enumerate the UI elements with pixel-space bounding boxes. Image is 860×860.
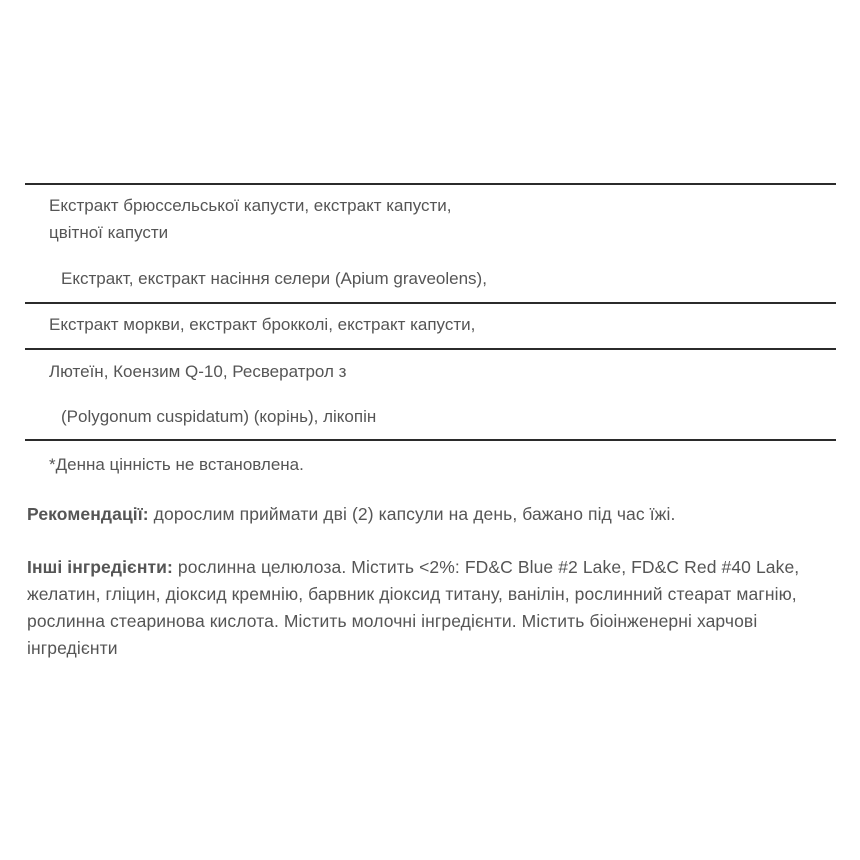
- ingredient-line: Лютеїн, Коензим Q-10, Ресвератрол з: [49, 362, 347, 381]
- ingredient-line: Екстракт брюссельської капусти, екстракт капусти,: [49, 196, 452, 215]
- ingredient-line: Екстракт, екстракт насіння селери (Apium graveolens),: [61, 269, 487, 288]
- other-ingredients-text: рослинна целюлоза. Містить <2%: FD&C Blue #2 Lake, FD&C Red #40 Lake, желатин, гліцин, діоксид кремнію, барвник діоксид титану, ванілін, рослинний стеарат магнію, рослинна стеаринова кислота. Містить молочні інгредієнти. Містить біоінженерні харчові інгредієнти: [27, 557, 800, 658]
- other-ingredients-label: Інші інгредієнти:: [27, 557, 173, 577]
- recommendations-paragraph: [27, 501, 832, 528]
- ingredient-line: (Polygonum cuspidatum) (корінь), лікопін: [61, 407, 377, 426]
- table-row-divider: [25, 439, 836, 441]
- ingredient-line: Екстракт моркви, екстракт брокколі, екстракт капусти,: [49, 315, 476, 334]
- recommendations-label: Рекомендації:: [27, 504, 149, 524]
- table-row-divider: [25, 302, 836, 304]
- daily-value-footnote: *Денна цінність не встановлена.: [49, 455, 304, 474]
- ingredient-line: цвітної капусти: [49, 223, 169, 242]
- other-ingredients-paragraph: [27, 554, 832, 662]
- recommendations-text: дорослим приймати дві (2) капсули на день, бажано під час їжі.: [148, 504, 676, 524]
- table-row-divider: [25, 348, 836, 350]
- table-top-rule: [25, 183, 836, 185]
